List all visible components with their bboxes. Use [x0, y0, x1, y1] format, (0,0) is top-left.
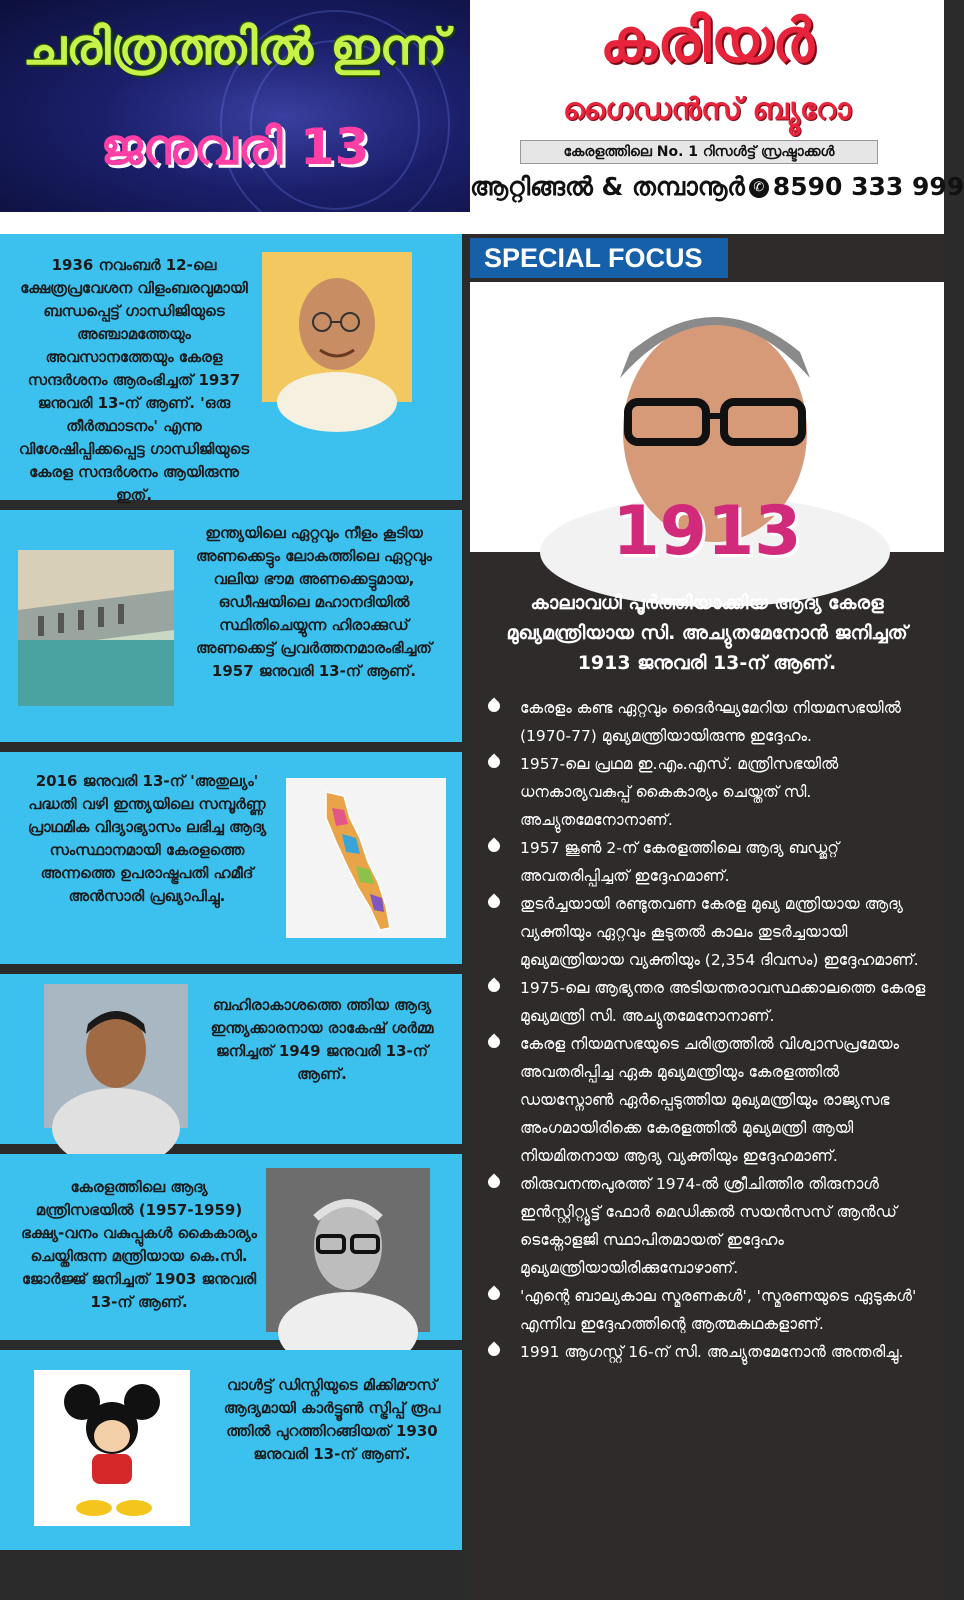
- drop-bullet-icon: [486, 894, 503, 911]
- mickey-mouse: [34, 1370, 190, 1526]
- event-card-gandhi: [0, 234, 462, 504]
- gandhi-portrait: [262, 252, 412, 402]
- list-item: [486, 834, 936, 890]
- list-item: [486, 1338, 936, 1366]
- brand-name: കരിയർ: [599, 6, 815, 76]
- drop-bullet-icon: [486, 1174, 503, 1191]
- kc-george-portrait: [266, 1168, 430, 1332]
- drop-bullet-icon: [486, 698, 503, 715]
- event-card-kerala: [0, 752, 462, 964]
- page-title: ചരിത്രത്തിൽ ഇന്ന്: [22, 18, 448, 76]
- bullet-text: 1957 ജൂൺ 2-ന് കേരളത്തിലെ ആദ്യ ബഡ്ജറ്റ് അവതരിപ്പിച്ചത് ഇദ്ദേഹമാണ്.: [520, 839, 839, 885]
- focus-intro: കാലാവധി പൂർത്തിയാക്കിയ ആദ്യ കേരള മുഖ്യമന്ത്രിയായ സി. അച്യുതമേനോൻ ജനിച്ചത് 1913 ജനുവരി 13-ന് ആണ്.: [506, 592, 908, 674]
- page-date: ജനുവരി 13: [100, 118, 370, 176]
- event-card-kc-george: [0, 1154, 462, 1340]
- bullet-text: തിരുവനന്തപുരത്ത് 1974-ൽ ശ്രീചിത്തിര തിരുനാൾ ഇൻസ്റ്റിറ്റ്യൂട്ട് ഫോർ മെഡിക്കൽ സയൻസസ് ആൻഡ് ടെക്നോളജി സ്ഥാപിതമായത് ഇദ്ദേഹം മുഖ്യമന്ത്രിയായിരിക്കുമ്പോഴാണ്.: [520, 1175, 897, 1277]
- list-item: [486, 1282, 936, 1338]
- list-item: [486, 890, 936, 974]
- bullet-text: 1957-ലെ പ്രഥമ ഇ.എം.എസ്. മന്ത്രിസഭയിൽ ധനകാര്യവകുപ്പ് കൈകാര്യം ചെയ്തത് സി. അച്യുതമേനോനാണ്.: [520, 755, 839, 829]
- header-date-panel: [0, 0, 470, 212]
- list-item: [486, 1170, 936, 1282]
- astronaut-portrait: [44, 984, 188, 1128]
- brand-subtitle: ഗൈഡൻസ് ബ്യൂറോ: [562, 92, 852, 127]
- brand-panel: [470, 0, 964, 212]
- event-text: കേരളത്തിലെ ആദ്യ മന്ത്രിസഭയിൽ (1957-1959) ഭക്ഷ്യ-വനം വകുപ്പുകൾ കൈകാര്യം ചെയ്തിരുന്ന മന്ത്രിയായ കെ.സി. ജോർജ്ജ് ജനിച്ചത് 1903 ജനുവരി 13-ന് ആണ്.: [21, 1178, 257, 1311]
- list-item: [486, 974, 936, 1030]
- brand-tagline: കേരളത്തിലെ No. 1 റിസൾട്ട് സ്രഷ്ടാക്കൾ: [520, 140, 878, 164]
- special-focus-panel: [470, 234, 944, 1600]
- event-text: 2016 ജനുവരി 13-ന് 'അതുല്യം' പദ്ധതി വഴി ഇന്ത്യയിലെ സമ്പൂർണ്ണ പ്രാഥമിക വിദ്യാഭ്യാസം ലഭിച്ച ആദ്യ സംസ്ഥാനമായി കേരളത്തെ അന്നത്തെ ഉപരാഷ്ട്രപതി ഹമീദ് അൻസാരി പ്രഖ്യാപിച്ചു.: [27, 772, 267, 905]
- header: [0, 0, 964, 212]
- bullet-text: കേരളം കണ്ട ഏറ്റവും ദൈർഘ്യമേറിയ നിയമസഭയിൽ (1970-77) മുഖ്യമന്ത്രിയായിരുന്നു ഇദ്ദേഹം.: [520, 699, 901, 745]
- contact-line: [470, 172, 964, 202]
- bullet-text: 1975-ലെ ആഭ്യന്തര അടിയന്തരാവസ്ഥക്കാലത്തെ കേരള മുഖ്യമന്ത്രി സി. അച്യുതമേനോനാണ്.: [520, 979, 926, 1025]
- event-text: 1936 നവംബർ 12-ലെ ക്ഷേത്രപ്രവേശന വിളംബരവുമായി ബന്ധപ്പെട്ട് ഗാന്ധിജിയുടെ അഞ്ചാമത്തേയും അവസാനത്തേയും കേരള സന്ദർശനം ആരംഭിച്ചത് 1937 ജനുവരി 13-ന് ആണ്. 'ഒരു തീർത്ഥാടനം' എന്നു വിശേഷിപ്പിക്കപ്പെട്ട ഗാന്ധിജിയുടെ കേരള സന്ദർശനം ആയിരുന്നു ഇത്.: [18, 256, 250, 504]
- event-text: വാൾട്ട് ഡിസ്നിയുടെ മിക്കിമൗസ് ആദ്യമായി കാർട്ടൂൺ സ്ട്രിപ്പ് രൂപ ത്തിൽ പുറത്തിറങ്ങിയത് 1930 ജനുവരി 13-ന് ആണ്.: [223, 1376, 441, 1463]
- event-text: ബഹിരാകാശത്തെ ത്തിയ ആദ്യ ഇന്ത്യക്കാരനായ രാകേഷ് ശർമ്മ ജനിച്ചത് 1949 ജനുവരി 13-ന് ആണ്.: [210, 996, 434, 1083]
- bullet-text: 1991 ആഗസ്റ്റ് 16-ന് സി. അച്യുതമേനോൻ അന്തരിച്ചു.: [520, 1343, 904, 1361]
- left-column: [0, 234, 470, 1600]
- dam-photo: [18, 550, 174, 706]
- list-item: [486, 694, 936, 750]
- list-item: [486, 750, 936, 834]
- bullet-text: തുടർച്ചയായി രണ്ടുതവണ കേരള മുഖ്യ മന്ത്രിയായ ആദ്യ വ്യക്തിയും ഏറ്റവും കൂടുതൽ കാലം തുടർച്ചയായി മുഖ്യമന്ത്രിയായ വ്യക്തിയും (2,354 ദിവസം) ഇദ്ദേഹമാണ്.: [520, 895, 919, 969]
- focus-year: 1913: [612, 492, 802, 571]
- event-card-astronaut: [0, 974, 462, 1144]
- event-card-dam: [0, 510, 462, 742]
- special-focus-bar: [470, 234, 944, 282]
- header-divider: [0, 212, 944, 234]
- drop-bullet-icon: [486, 1342, 503, 1359]
- location-text: ആറ്റിങ്ങൽ & തമ്പാനൂർ: [470, 172, 745, 201]
- drop-bullet-icon: [486, 754, 503, 771]
- phone-icon: ✆: [749, 178, 769, 198]
- kerala-map: [286, 778, 446, 938]
- drop-bullet-icon: [486, 978, 503, 995]
- bullet-text: 'എന്റെ ബാല്യകാല സ്മരണകൾ', 'സ്മരണയുടെ ഏടുകൾ' എന്നിവ ഇദ്ദേഹത്തിന്റെ ആത്മകഥകളാണ്.: [520, 1287, 917, 1333]
- drop-bullet-icon: [486, 838, 503, 855]
- special-focus-label: SPECIAL FOCUS: [470, 238, 728, 278]
- list-item: [486, 1030, 936, 1170]
- phone-number: 8590 333 999: [772, 172, 964, 201]
- drop-bullet-icon: [486, 1286, 503, 1303]
- drop-bullet-icon: [486, 1034, 503, 1051]
- event-card-mickey: [0, 1350, 462, 1550]
- bullet-text: കേരള നിയമസഭയുടെ ചരിത്രത്തിൽ വിശ്വാസപ്രമേയം അവതരിപ്പിച്ച ഏക മുഖ്യമന്ത്രിയും കേരളത്തിൽ ഡയസ്നോൺ ഏർപ്പെടുത്തിയ മുഖ്യമന്ത്രിയും രാജ്യസഭ അംഗമായിരിക്കെ കേരളത്തിൽ മുഖ്യമന്ത്രി ആയി നിയമിതനായ ആദ്യ വ്യക്തിയും ഇദ്ദേഹമാണ്.: [520, 1035, 900, 1165]
- event-text: ഇന്ത്യയിലെ ഏറ്റവും നീളം കൂടിയ അണക്കെട്ടും ലോകത്തിലെ ഏറ്റവും വലിയ ഭൗമ അണക്കെട്ടുമായ, ഒഡീഷയിലെ മഹാനദിയിൽ സ്ഥിതിചെയ്യുന്ന ഹിരാക്കുഡ് അണക്കെട്ട് പ്രവർത്തനമാരംഭിച്ചത് 1957 ജനുവരി 13-ന് ആണ്.: [196, 524, 432, 680]
- focus-bullet-list: [486, 694, 936, 1366]
